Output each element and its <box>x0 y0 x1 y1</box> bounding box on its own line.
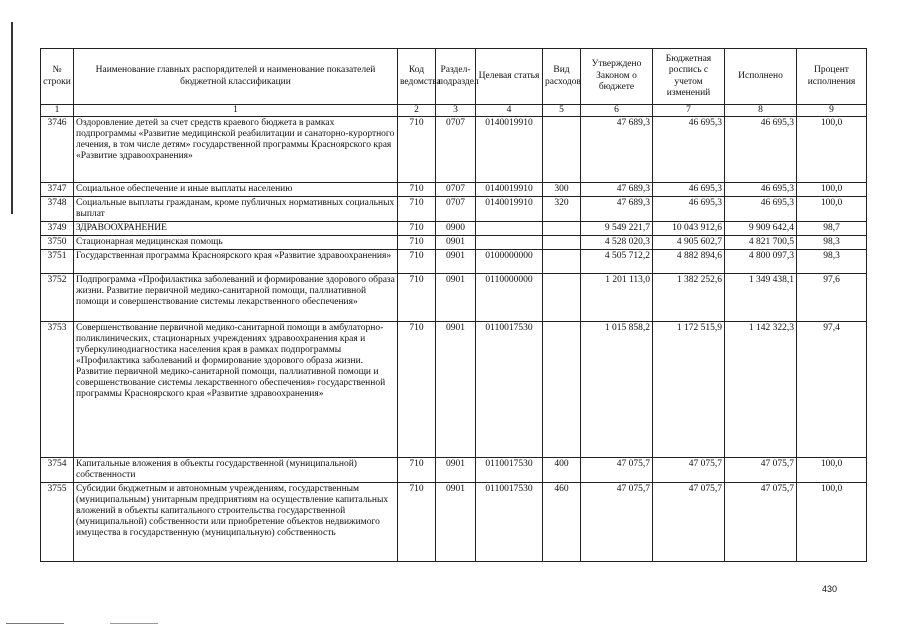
header-type: Вид расходов <box>543 49 581 105</box>
cell-executed: 47 075,7 <box>725 483 797 562</box>
cell-section: 0901 <box>436 458 476 483</box>
cell-type <box>543 274 581 322</box>
cell-percent: 100,0 <box>797 197 867 222</box>
cell-approved: 47 075,7 <box>581 483 653 562</box>
column-number: 8 <box>725 105 797 117</box>
table-row <box>41 274 867 322</box>
cell-schedule: 10 043 912,6 <box>653 222 725 236</box>
cell-approved: 47 689,3 <box>581 197 653 222</box>
cell-num: 3746 <box>41 117 74 183</box>
table-row <box>41 458 867 483</box>
cell-type: 300 <box>543 183 581 197</box>
table-row <box>41 322 867 458</box>
cell-target: 0110017530 <box>476 483 543 562</box>
table-row <box>41 222 867 236</box>
cell-executed: 4 800 097,3 <box>725 250 797 274</box>
cell-schedule: 1 382 252,6 <box>653 274 725 322</box>
cell-name: Подпрограмма «Профилактика заболеваний и формирование здорового образа жизни. Развитие первичной медико-санитарной помощи, паллиативной помощи и совершенствование системы лекарственного обеспечения» <box>74 274 398 322</box>
cell-name: Государственная программа Красноярского края «Развитие здравоохранения» <box>74 250 398 274</box>
left-margin-line <box>11 22 13 214</box>
cell-target: 0110000000 <box>476 274 543 322</box>
header-percent: Процент исполнения <box>797 49 867 105</box>
cell-target: 0110017530 <box>476 458 543 483</box>
cell-num: 3751 <box>41 250 74 274</box>
cell-num: 3752 <box>41 274 74 322</box>
table-row <box>41 197 867 222</box>
cell-num: 3749 <box>41 222 74 236</box>
cell-target <box>476 222 543 236</box>
table-row <box>41 250 867 274</box>
cell-schedule: 46 695,3 <box>653 117 725 183</box>
table-row <box>41 117 867 183</box>
cell-approved: 47 689,3 <box>581 183 653 197</box>
header-name: Наименование главных распорядителей и наименование показателей бюджетной классификации <box>74 49 398 105</box>
cell-percent: 98,7 <box>797 222 867 236</box>
cell-target: 0140019910 <box>476 117 543 183</box>
cell-executed: 1 349 438,1 <box>725 274 797 322</box>
header-executed: Исполнено <box>725 49 797 105</box>
cell-section: 0901 <box>436 250 476 274</box>
table-row <box>41 183 867 197</box>
cell-executed: 1 142 322,3 <box>725 322 797 458</box>
cell-type <box>543 117 581 183</box>
cell-target: 0140019910 <box>476 183 543 197</box>
cell-dept: 710 <box>398 458 436 483</box>
cell-target: 0100000000 <box>476 250 543 274</box>
cell-section: 0901 <box>436 274 476 322</box>
cell-approved: 1 015 858,2 <box>581 322 653 458</box>
cell-schedule: 46 695,3 <box>653 197 725 222</box>
column-number: 1 <box>41 105 74 117</box>
header-approved: Утверждено Законом о бюджете <box>581 49 653 105</box>
cell-type: 320 <box>543 197 581 222</box>
cell-type <box>543 250 581 274</box>
cell-num: 3754 <box>41 458 74 483</box>
cell-target: 0140019910 <box>476 197 543 222</box>
column-number: 2 <box>398 105 436 117</box>
cell-schedule: 46 695,3 <box>653 183 725 197</box>
cell-schedule: 47 075,7 <box>653 458 725 483</box>
cell-dept: 710 <box>398 483 436 562</box>
cell-dept: 710 <box>398 236 436 250</box>
cell-section: 0707 <box>436 183 476 197</box>
cell-executed: 46 695,3 <box>725 197 797 222</box>
cell-name: Субсидии бюджетным и автономным учреждениям, государственным (муниципальным) унитарным предприятиям на осуществление капитальных вложений в объекты капитального строительства государственной (муниципальной) собственности или приобретение объектов недвижимого имущества в государственную (муниципальную) собственность <box>74 483 398 562</box>
cell-target <box>476 236 543 250</box>
footer-rule <box>6 623 64 624</box>
cell-percent: 100,0 <box>797 483 867 562</box>
cell-percent: 98,3 <box>797 236 867 250</box>
column-number: 9 <box>797 105 867 117</box>
cell-type: 460 <box>543 483 581 562</box>
cell-percent: 100,0 <box>797 117 867 183</box>
cell-name: ЗДРАВООХРАНЕНИЕ <box>74 222 398 236</box>
cell-dept: 710 <box>398 322 436 458</box>
cell-name: Оздоровление детей за счет средств краевого бюджета в рамках подпрограммы «Развитие медицинской реабилитации и санаторно-курортного лечения, в том числе детям» государственной программы Красноярского края «Развитие здравоохранения» <box>74 117 398 183</box>
cell-name: Совершенствование первичной медико-санитарной помощи в амбулаторно-поликлинических, стационарных учреждениях здравоохранения края и туберкулинодиагностика населения края в рамках подпрограммы «Профилактика заболеваний и формирование здорового образа жизни. Развитие первичной медико-санитарной помощи, паллиативной помощи и совершенствование системы лекарственного обеспечения» государственной программы Красноярского края «Развитие здравоохранения» <box>74 322 398 458</box>
table-body <box>41 117 867 562</box>
column-number-row <box>41 105 867 117</box>
cell-section: 0901 <box>436 483 476 562</box>
footer-rule <box>110 623 158 624</box>
cell-num: 3750 <box>41 236 74 250</box>
cell-type <box>543 322 581 458</box>
cell-schedule: 1 172 515,9 <box>653 322 725 458</box>
cell-type <box>543 236 581 250</box>
column-number: 5 <box>543 105 581 117</box>
cell-name: Стационарная медицинская помощь <box>74 236 398 250</box>
cell-section: 0901 <box>436 236 476 250</box>
cell-schedule: 4 882 894,6 <box>653 250 725 274</box>
cell-name: Социальные выплаты гражданам, кроме публичных нормативных социальных выплат <box>74 197 398 222</box>
cell-type <box>543 222 581 236</box>
cell-name: Социальное обеспечение и иные выплаты населению <box>74 183 398 197</box>
cell-approved: 4 528 020,3 <box>581 236 653 250</box>
cell-percent: 98,3 <box>797 250 867 274</box>
column-number: 7 <box>653 105 725 117</box>
cell-num: 3755 <box>41 483 74 562</box>
cell-approved: 47 075,7 <box>581 458 653 483</box>
cell-dept: 710 <box>398 222 436 236</box>
cell-num: 3748 <box>41 197 74 222</box>
cell-schedule: 47 075,7 <box>653 483 725 562</box>
cell-percent: 100,0 <box>797 458 867 483</box>
column-number: 6 <box>581 105 653 117</box>
cell-executed: 9 909 642,4 <box>725 222 797 236</box>
table-row <box>41 236 867 250</box>
cell-name: Капитальные вложения в объекты государственной (муниципальной) собственности <box>74 458 398 483</box>
cell-section: 0707 <box>436 197 476 222</box>
cell-dept: 710 <box>398 250 436 274</box>
cell-dept: 710 <box>398 197 436 222</box>
cell-executed: 4 821 700,5 <box>725 236 797 250</box>
cell-dept: 710 <box>398 183 436 197</box>
header-section: Раздел-подраздел <box>436 49 476 105</box>
header-row <box>41 49 867 105</box>
cell-approved: 4 505 712,2 <box>581 250 653 274</box>
cell-num: 3753 <box>41 322 74 458</box>
header-num: № строки <box>41 49 74 105</box>
cell-approved: 47 689,3 <box>581 117 653 183</box>
header-dept: Код ведомства <box>398 49 436 105</box>
header-schedule: Бюджетная роспись с учетом изменений <box>653 49 725 105</box>
cell-section: 0707 <box>436 117 476 183</box>
cell-approved: 9 549 221,7 <box>581 222 653 236</box>
page-number: 430 <box>822 584 838 594</box>
cell-percent: 97,4 <box>797 322 867 458</box>
cell-num: 3747 <box>41 183 74 197</box>
cell-executed: 46 695,3 <box>725 117 797 183</box>
cell-section: 0900 <box>436 222 476 236</box>
cell-executed: 46 695,3 <box>725 183 797 197</box>
column-number: 1 <box>74 105 398 117</box>
column-number: 4 <box>476 105 543 117</box>
cell-percent: 100,0 <box>797 183 867 197</box>
cell-dept: 710 <box>398 117 436 183</box>
header-target: Целевая статья <box>476 49 543 105</box>
column-number: 3 <box>436 105 476 117</box>
cell-section: 0901 <box>436 322 476 458</box>
cell-percent: 97,6 <box>797 274 867 322</box>
cell-executed: 47 075,7 <box>725 458 797 483</box>
cell-schedule: 4 905 602,7 <box>653 236 725 250</box>
cell-type: 400 <box>543 458 581 483</box>
budget-table <box>40 48 867 562</box>
cell-target: 0110017530 <box>476 322 543 458</box>
cell-approved: 1 201 113,0 <box>581 274 653 322</box>
table-row <box>41 483 867 562</box>
cell-dept: 710 <box>398 274 436 322</box>
